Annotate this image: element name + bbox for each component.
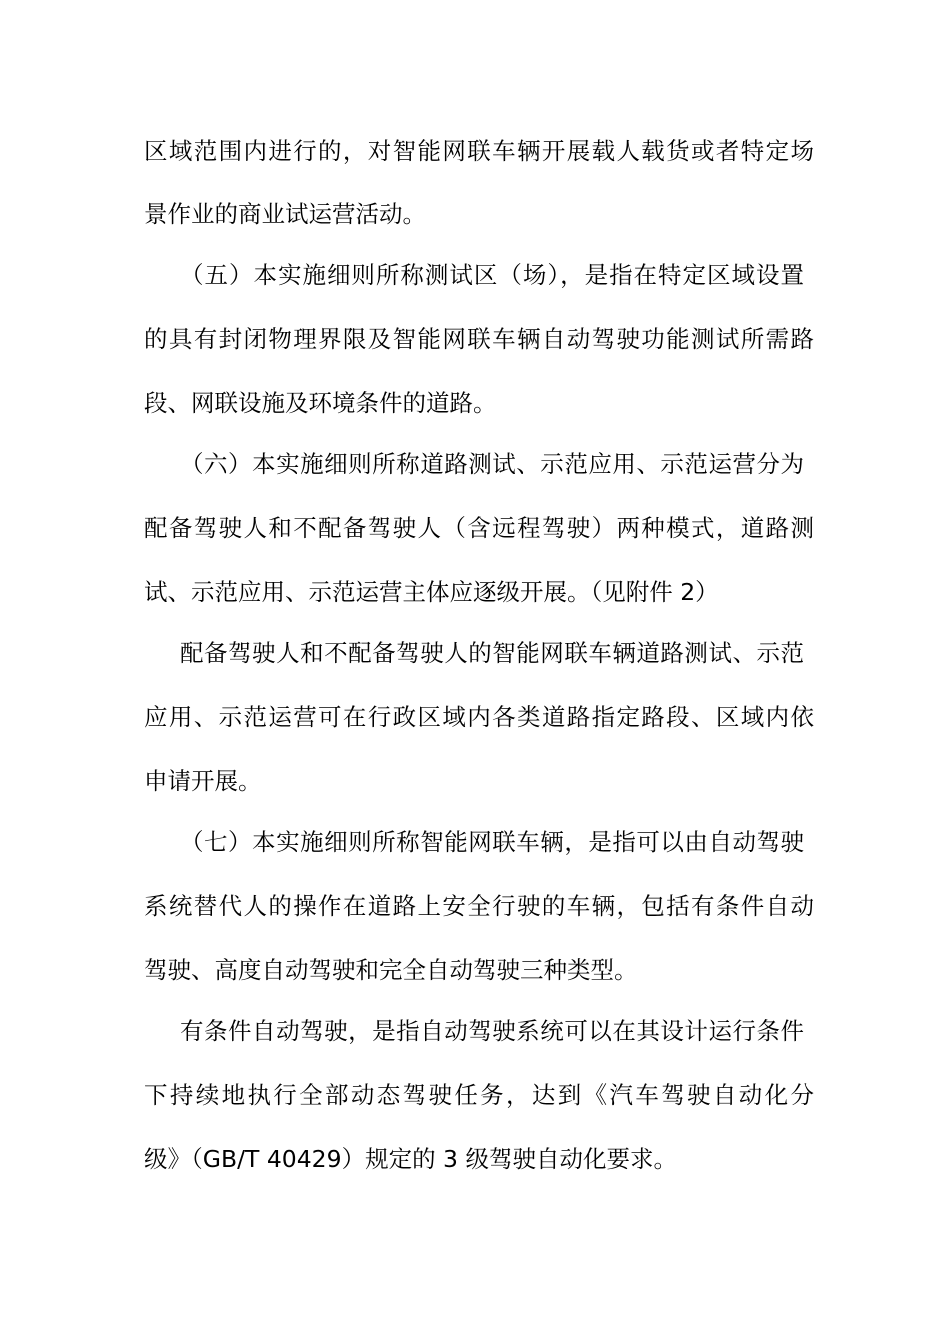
paragraph-first-line: （七）本实施细则所称智能网联车辆，是指可以由自动驾驶 <box>180 828 804 856</box>
text-line: 系统替代人的操作在道路上安全行驶的车辆，包括有条件自动 <box>144 892 814 920</box>
paragraph-first-line: 有条件自动驾驶，是指自动驾驶系统可以在其设计运行条件 <box>180 1017 804 1045</box>
text-line: 景作业的商业试运营活动。 <box>144 200 426 228</box>
text-line: 申请开展。 <box>144 767 262 795</box>
paragraph-first-line: 配备驾驶人和不配备驾驶人的智能网联车辆道路测试、示范 <box>180 639 804 667</box>
paragraph-first-line: （五）本实施细则所称测试区（场），是指在特定区域设置 <box>180 261 804 289</box>
text-line: 级》（GB/T 40429）规定的 3 级驾驶自动化要求。 <box>144 1145 677 1173</box>
text-line: 驾驶、高度自动驾驶和完全自动驾驶三种类型。 <box>144 956 638 984</box>
text-line: 区域范围内进行的，对智能网联车辆开展载人载货或者特定场 <box>144 137 814 165</box>
paragraph-first-line: （六）本实施细则所称道路测试、示范应用、示范运营分为 <box>180 450 804 478</box>
text-line: 下持续地执行全部动态驾驶任务，达到《汽车驾驶自动化分 <box>144 1081 814 1109</box>
text-line: 应用、示范运营可在行政区域内各类道路指定路段、区域内依 <box>144 703 814 731</box>
text-line: 配备驾驶人和不配备驾驶人（含远程驾驶）两种模式，道路测 <box>144 514 814 542</box>
text-line: 的具有封闭物理界限及智能网联车辆自动驾驶功能测试所需路 <box>144 325 814 353</box>
text-line: 段、网联设施及环境条件的道路。 <box>144 389 497 417</box>
text-line: 试、示范应用、示范运营主体应逐级开展。（见附件 2） <box>144 578 719 606</box>
